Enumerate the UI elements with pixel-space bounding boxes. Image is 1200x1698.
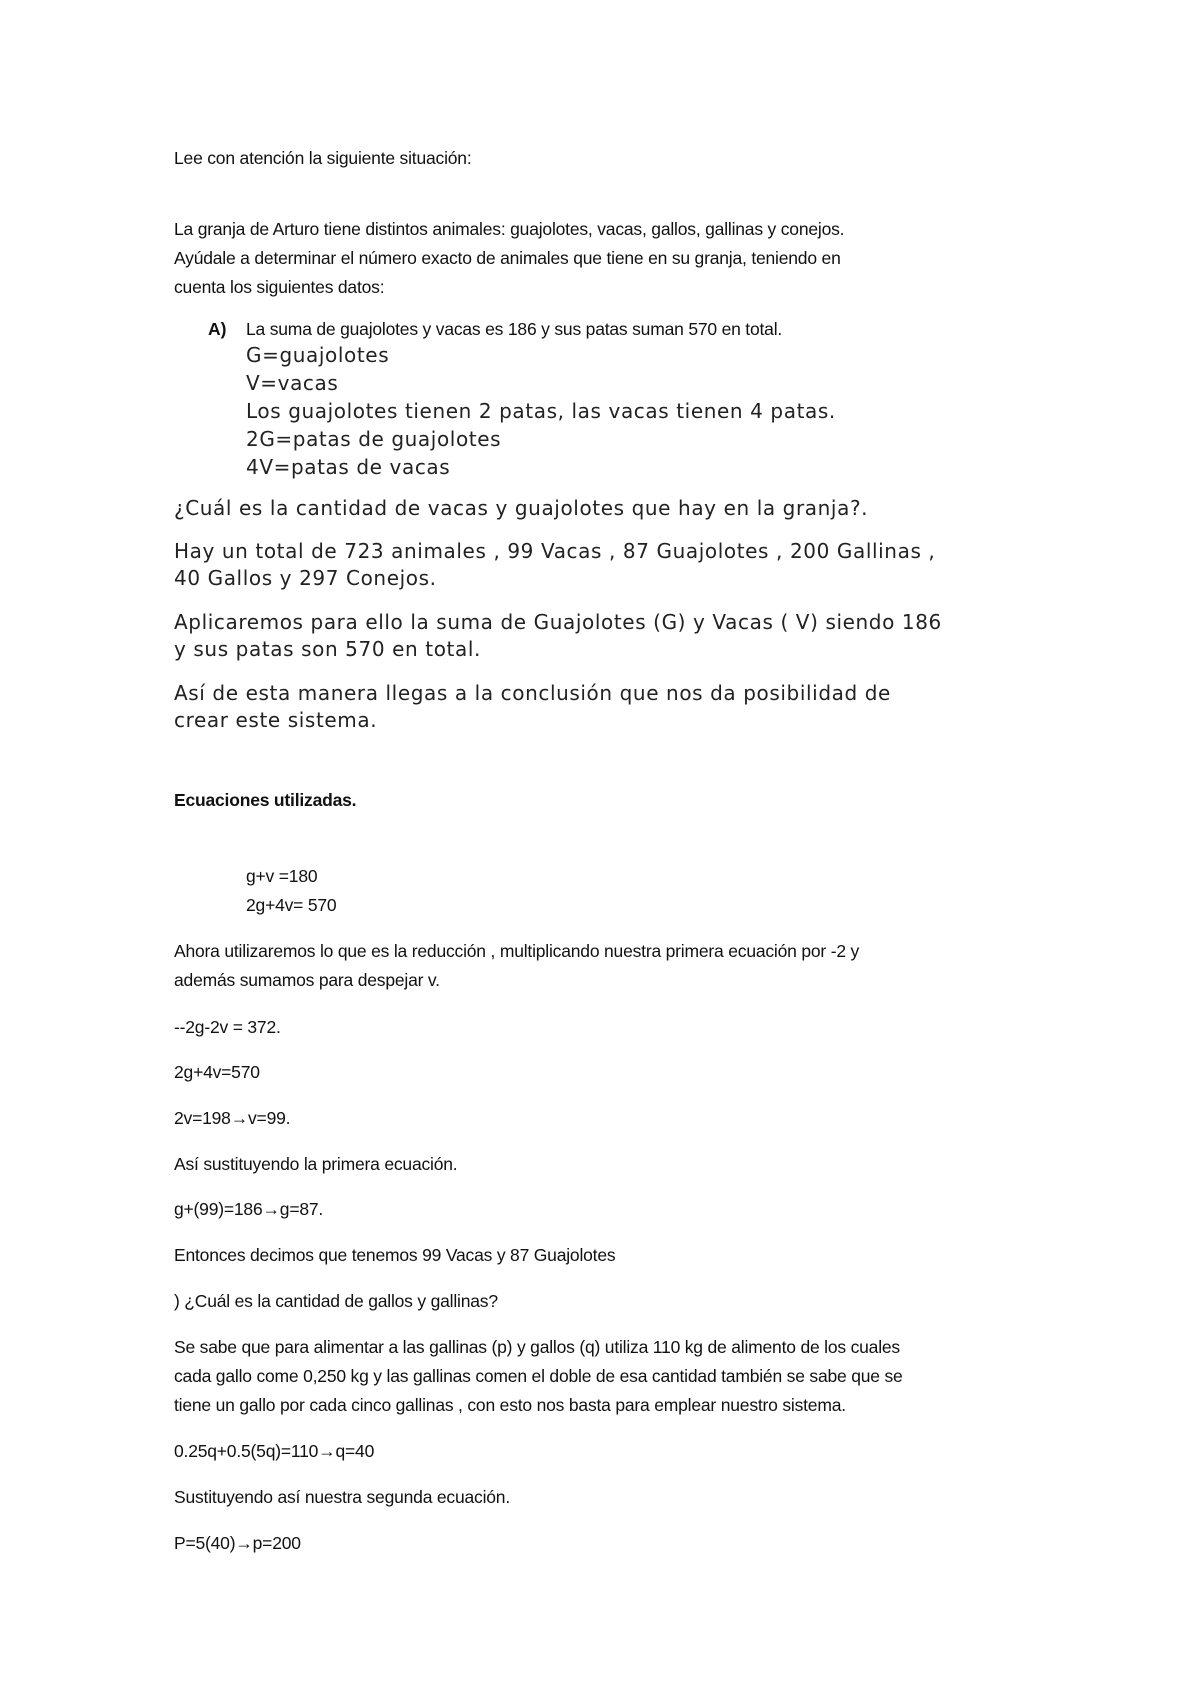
step-4: g+(99)=186→g=87. [174, 1199, 324, 1219]
feed-line-1: Se sabe que para alimentar a las gallinas (p) y gallos (q) utiliza 110 kg de alimento de los cuales [174, 1337, 900, 1357]
item-a-statement: La suma de guajolotes y vacas es 186 y sus patas suman 570 en total. [246, 319, 783, 339]
reduction-line-1: Ahora utilizaremos lo que es la reducción , multiplicando nuestra primera ecuación por -2 y [174, 941, 860, 961]
equation-2: 2g+4v= 570 [246, 895, 337, 915]
equations-title: Ecuaciones utilizadas. [174, 790, 357, 810]
question-1: ¿Cuál es la cantidad de vacas y guajolotes que hay en la granja?. [174, 496, 869, 520]
problem-line-1: La granja de Arturo tiene distintos animales: guajolotes, vacas, gallos, gallinas y conejos. [174, 219, 845, 239]
equation-1: g+v =180 [246, 866, 318, 886]
intro-text: Lee con atención la siguiente situación: [174, 148, 472, 168]
answer-3-line-1: Así de esta manera llegas a la conclusión que nos da posibilidad de [174, 681, 891, 705]
definition-v: V=vacas [246, 371, 339, 395]
answer-2-line-1: Aplicaremos para ello la suma de Guajolotes (G) y Vacas ( V) siendo 186 [174, 610, 942, 634]
answer-2-line-2: y sus patas son 570 en total. [174, 637, 481, 661]
definition-2g: 2G=patas de guajolotes [246, 427, 502, 451]
step-6: P=5(40)→p=200 [174, 1533, 301, 1553]
answer-1-line-1: Hay un total de 723 animales , 99 Vacas , 87 Guajolotes , 200 Gallinas , [174, 539, 936, 563]
problem-line-2: Ayúdale a determinar el número exacto de animales que tiene en su granja, teniendo en [174, 248, 841, 268]
feed-line-2: cada gallo come 0,250 kg y las gallinas comen el doble de esa cantidad también se sabe que se [174, 1366, 903, 1386]
feed-line-3: tiene un gallo por cada cinco gallinas , con esto nos basta para emplear nuestro sistema. [174, 1395, 846, 1415]
answer-3-line-2: crear este sistema. [174, 708, 378, 732]
conclusion-1: Entonces decimos que tenemos 99 Vacas y 87 Guajolotes [174, 1245, 616, 1265]
step-3: 2v=198→v=99. [174, 1108, 291, 1128]
definition-legs: Los guajolotes tienen 2 patas, las vacas tienen 4 patas. [246, 399, 836, 423]
problem-line-3: cuenta los siguientes datos: [174, 277, 385, 297]
item-a-marker: A) [208, 319, 227, 339]
definition-4v: 4V=patas de vacas [246, 455, 451, 479]
answer-1-line-2: 40 Gallos y 297 Conejos. [174, 566, 437, 590]
question-2: ) ¿Cuál es la cantidad de gallos y gallinas? [174, 1291, 498, 1311]
substitution-text: Así sustituyendo la primera ecuación. [174, 1154, 458, 1174]
substitution-text-2: Sustituyendo así nuestra segunda ecuación. [174, 1487, 511, 1507]
step-5: 0.25q+0.5(5q)=110→q=40 [174, 1441, 375, 1461]
step-1: --2g-2v = 372. [174, 1017, 281, 1037]
step-2: 2g+4v=570 [174, 1062, 260, 1082]
definition-g: G=guajolotes [246, 343, 390, 367]
reduction-line-2: además sumamos para despejar v. [174, 970, 440, 990]
